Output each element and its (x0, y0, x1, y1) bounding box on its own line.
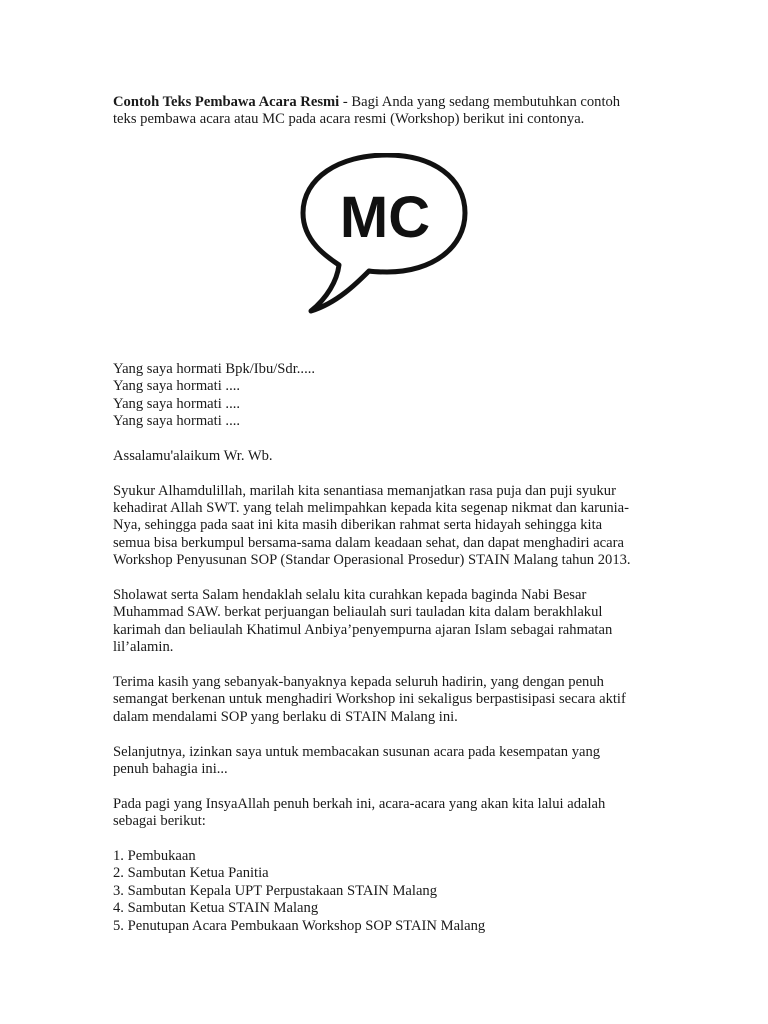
text-line: Nya, sehingga pada saat ini kita masih diberikan rahmat serta hidayah sehingga kita (113, 517, 603, 534)
paragraph-selanjutnya (113, 744, 658, 779)
text-line: lil’alamin. (113, 639, 174, 656)
intro-line2: teks pembawa acara atau MC pada acara resmi (Workshop) berikut ini contonya. (113, 111, 585, 128)
agenda-item: 4. Sambutan Ketua STAIN Malang (113, 900, 319, 917)
paragraph-terima-kasih (113, 674, 658, 726)
paragraph-syukur (113, 483, 658, 570)
greeting-line: Yang saya hormati Bpk/Ibu/Sdr..... (113, 360, 316, 377)
intro-paragraph (113, 94, 658, 129)
text-line: karimah dan beliaulah Khatimul Anbiya’penyempurna ajaran Islam sebagai rahmatan (113, 621, 613, 638)
text-line: Syukur Alhamdulillah, marilah kita senantiasa memanjatkan rasa puja dan puji syukur (113, 482, 616, 499)
text-line: Muhammad SAW. berkat perjuangan beliaulah suri tauladan kita dalam berakhlakul (113, 604, 603, 621)
agenda-item: 1. Pembukaan (113, 848, 196, 865)
text-line: semua bisa berkumpul bersama-sama dalam keadaan sehat, dan dapat menghadiri acara (113, 534, 624, 551)
paragraph-pada-pagi (113, 796, 658, 831)
text-line: dalam mendalami SOP yang berlaku di STAIN Malang ini. (113, 708, 458, 725)
intro-separator: - (339, 94, 352, 110)
text-line: sebagai berikut: (113, 813, 206, 830)
intro-line1: Bagi Anda yang sedang membutuhkan contoh (351, 94, 621, 110)
document-page (113, 94, 658, 935)
intro-title: Contoh Teks Pembawa Acara Resmi (113, 94, 340, 110)
text-line: Workshop Penyusunan SOP (Standar Operasional Prosedur) STAIN Malang tahun 2013. (113, 552, 631, 569)
agenda-item: 5. Penutupan Acara Pembukaan Workshop SOP STAIN Malang (113, 917, 486, 934)
agenda-item: 2. Sambutan Ketua Panitia (113, 865, 269, 882)
greetings-block (113, 361, 658, 431)
agenda-item: 3. Sambutan Kepala UPT Perpustakaan STAIN Malang (113, 882, 438, 899)
greeting-line: Yang saya hormati .... (113, 395, 241, 412)
salam-line: Assalamu'alaikum Wr. Wb. (113, 447, 273, 464)
mc-logo (113, 153, 658, 333)
text-line: Pada pagi yang InsyaAllah penuh berkah ini, acara-acara yang akan kita lalui adalah (113, 795, 606, 812)
text-line: kehadirat Allah SWT. yang telah melimpahkan kepada kita segenap nikmat dan karunia- (113, 500, 630, 517)
logo-text: MC (339, 184, 431, 250)
text-line: semangat berkenan untuk menghadiri Workshop ini sekaligus berpastisipasi secara aktif (113, 691, 626, 708)
text-line: Sholawat serta Salam hendaklah selalu kita curahkan kepada baginda Nabi Besar (113, 587, 587, 604)
text-line: Terima kasih yang sebanyak-banyaknya kepada seluruh hadirin, yang dengan penuh (113, 674, 604, 691)
paragraph-sholawat (113, 587, 658, 657)
greeting-line: Yang saya hormati .... (113, 413, 241, 430)
agenda-list (113, 848, 658, 935)
text-line: Selanjutnya, izinkan saya untuk membacakan susunan acara pada kesempatan yang (113, 743, 601, 760)
greeting-line: Yang saya hormati .... (113, 378, 241, 395)
speech-bubble-icon (299, 153, 469, 333)
text-line: penuh bahagia ini... (113, 761, 228, 778)
